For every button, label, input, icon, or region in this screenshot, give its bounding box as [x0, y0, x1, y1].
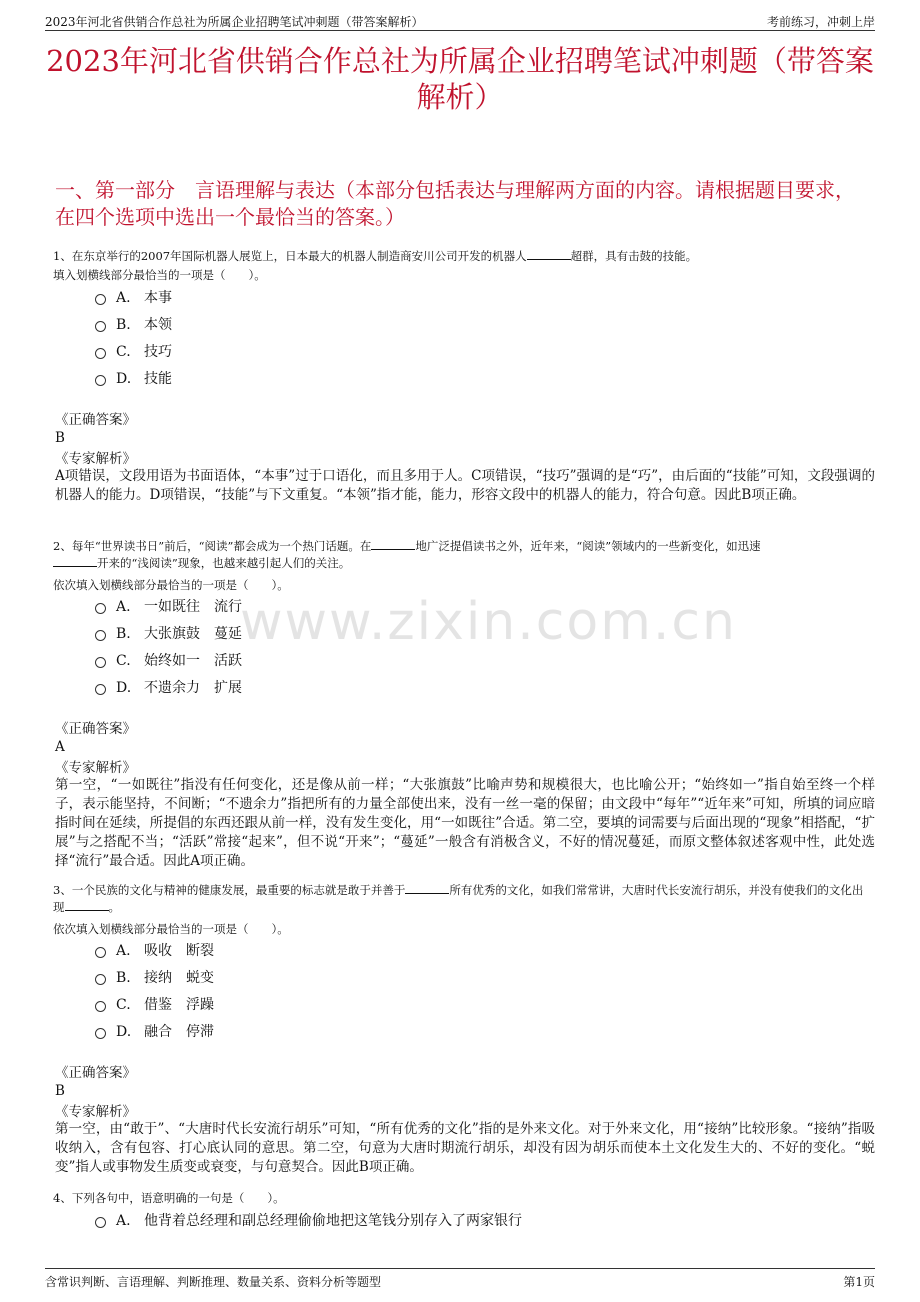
radio-icon[interactable] — [95, 630, 106, 641]
question-2-expert-label: 《专家解析》 — [55, 760, 136, 776]
question-1-explanation: A项错误，文段用语为书面语体，“本事”过于口语化，而且多用于人。C项错误，“技巧”强调的是“巧”，由后面的“技能”可知，文段强调的机器人的能力。D项错误，“技能”与下文重复。“本领”指才能，能力，形容文段中的机器人的能力，符合句意。因此B项正确。 — [55, 468, 875, 503]
radio-icon[interactable] — [95, 1217, 106, 1228]
question-3-option-d[interactable]: D. 融合 停滞 — [95, 1021, 214, 1043]
question-4-stem: 4、下列各句中，语意明确的一句是（ ）。 — [53, 1191, 285, 1205]
question-1-prompt: 填入划横线部分最恰当的一项是（ ）。 — [53, 268, 266, 282]
question-2-option-a[interactable]: A. 一如既往 流行 — [95, 596, 242, 618]
question-2-explanation: 第一空，“一如既往”指没有任何变化，还是像从前一样；“大张旗鼓”比喻声势和规模很大，也比喻公开；“始终如一”指自始至终一个样子，表示能坚持，不间断；“不遗余力”指把所有的力量全部使出来，没有一丝一毫的保留；由文段中“每年”“近年来”可知，所填的词应暗指时间在延续，所提倡的东西还跟从前一样，没有发生变化，用“一如既往”合适。第二空，要填的词需要与后面出现的“现象”相搭配，“扩展”与之搭配不当；“活跃”常接“起来”，但不说“开来”；“蔓延”一般含有消极含义，不好的情况蔓延，而原文整体叙述客观中性，此处选择“流行”最合适。因此A项正确。 — [55, 777, 875, 869]
section-heading: 一、第一部分 言语理解与表达（本部分包括表达与理解两方面的内容。请根据题目要求，在四个选项中选出一个最恰当的答案。） — [55, 178, 855, 229]
question-1-option-b[interactable]: B. 本领 — [95, 314, 172, 336]
question-3-expert-label: 《专家解析》 — [55, 1104, 136, 1120]
header-doc-title: 2023年河北省供销合作总社为所属企业招聘笔试冲刺题（带答案解析） — [45, 15, 424, 29]
page-number: 第1页 — [843, 1275, 875, 1289]
question-3-option-a[interactable]: A. 吸收 断裂 — [95, 940, 214, 962]
radio-icon[interactable] — [95, 1028, 106, 1039]
question-2-answer-label: 《正确答案》 — [55, 721, 136, 737]
question-3-stem: 3、一个民族的文化与精神的健康发展，最重要的标志就是敢于并善于 所有优秀的文化，如我们常常讲，大唐时代长安流行胡乐，并没有使我们的文化出现 。 — [53, 883, 864, 914]
page-header — [45, 10, 875, 31]
question-3-prompt: 依次填入划横线部分最恰当的一项是（ ）。 — [53, 922, 289, 936]
question-2-stem: 2、每年“世界读书日”前后，“阅读”都会成为一个热门话题。在 地广泛提倡读书之外，近年来，“阅读”领域内的一些新变化，如迅速 开来的“浅阅读”现象，也越来越引起人们的关注。 — [53, 539, 761, 570]
question-4-option-a[interactable]: A. 他背着总经理和副总经理偷偷地把这笔钱分别存入了两家银行 — [95, 1210, 522, 1232]
question-2-option-c[interactable]: C. 始终如一 活跃 — [95, 650, 242, 672]
question-3-answer-label: 《正确答案》 — [55, 1065, 136, 1081]
radio-icon[interactable] — [95, 684, 106, 695]
page-footer — [45, 1268, 875, 1293]
radio-icon[interactable] — [95, 294, 106, 305]
document-title: 2023年河北省供销合作总社为所属企业招聘笔试冲刺题（带答案解析） — [46, 44, 874, 114]
question-2-option-b[interactable]: B. 大张旗鼓 蔓延 — [95, 623, 242, 645]
question-1-option-a[interactable]: A. 本事 — [95, 287, 172, 309]
footer-topics: 含常识判断、言语理解、判断推理、数量关系、资料分析等题型 — [45, 1275, 382, 1289]
radio-icon[interactable] — [95, 947, 106, 958]
radio-icon[interactable] — [95, 974, 106, 985]
radio-icon[interactable] — [95, 657, 106, 668]
radio-icon[interactable] — [95, 321, 106, 332]
question-3-option-b[interactable]: B. 接纳 蜕变 — [95, 967, 214, 989]
question-3-explanation: 第一空，由“敢于”、“大唐时代长安流行胡乐”可知，“所有优秀的文化”指的是外来文化。对于外来文化，用“接纳”比较形象。“接纳”指吸收纳入，含有包容、打心底认同的意思。第二空，句意为大唐时期流行胡乐，却没有因为胡乐而使本土文化发生大的、不好的变化。“蜕变”指人或事物发生质变或衰变，与句意契合。因此B项正确。 — [55, 1121, 875, 1175]
question-2-option-d[interactable]: D. 不遗余力 扩展 — [95, 677, 242, 699]
question-1-expert-label: 《专家解析》 — [55, 451, 136, 467]
question-1-answer: B — [55, 430, 65, 446]
watermark: www.zixin.com.cn — [240, 592, 737, 652]
question-3-answer: B — [55, 1083, 65, 1099]
radio-icon[interactable] — [95, 1001, 106, 1012]
radio-icon[interactable] — [95, 375, 106, 386]
question-2-prompt: 依次填入划横线部分最恰当的一项是（ ）。 — [53, 578, 289, 592]
question-1-option-c[interactable]: C. 技巧 — [95, 341, 172, 363]
question-1-answer-label: 《正确答案》 — [55, 412, 136, 428]
header-slogan: 考前练习，冲刺上岸 — [766, 15, 875, 29]
question-1-option-d[interactable]: D. 技能 — [95, 368, 172, 390]
question-3-option-c[interactable]: C. 借鉴 浮躁 — [95, 994, 214, 1016]
question-2-answer: A — [55, 739, 65, 755]
radio-icon[interactable] — [95, 603, 106, 614]
radio-icon[interactable] — [95, 348, 106, 359]
question-1-stem: 1、在东京举行的2007年国际机器人展览上，日本最大的机器人制造商安川公司开发的机器人 超群，具有击鼓的技能。 — [53, 249, 698, 263]
